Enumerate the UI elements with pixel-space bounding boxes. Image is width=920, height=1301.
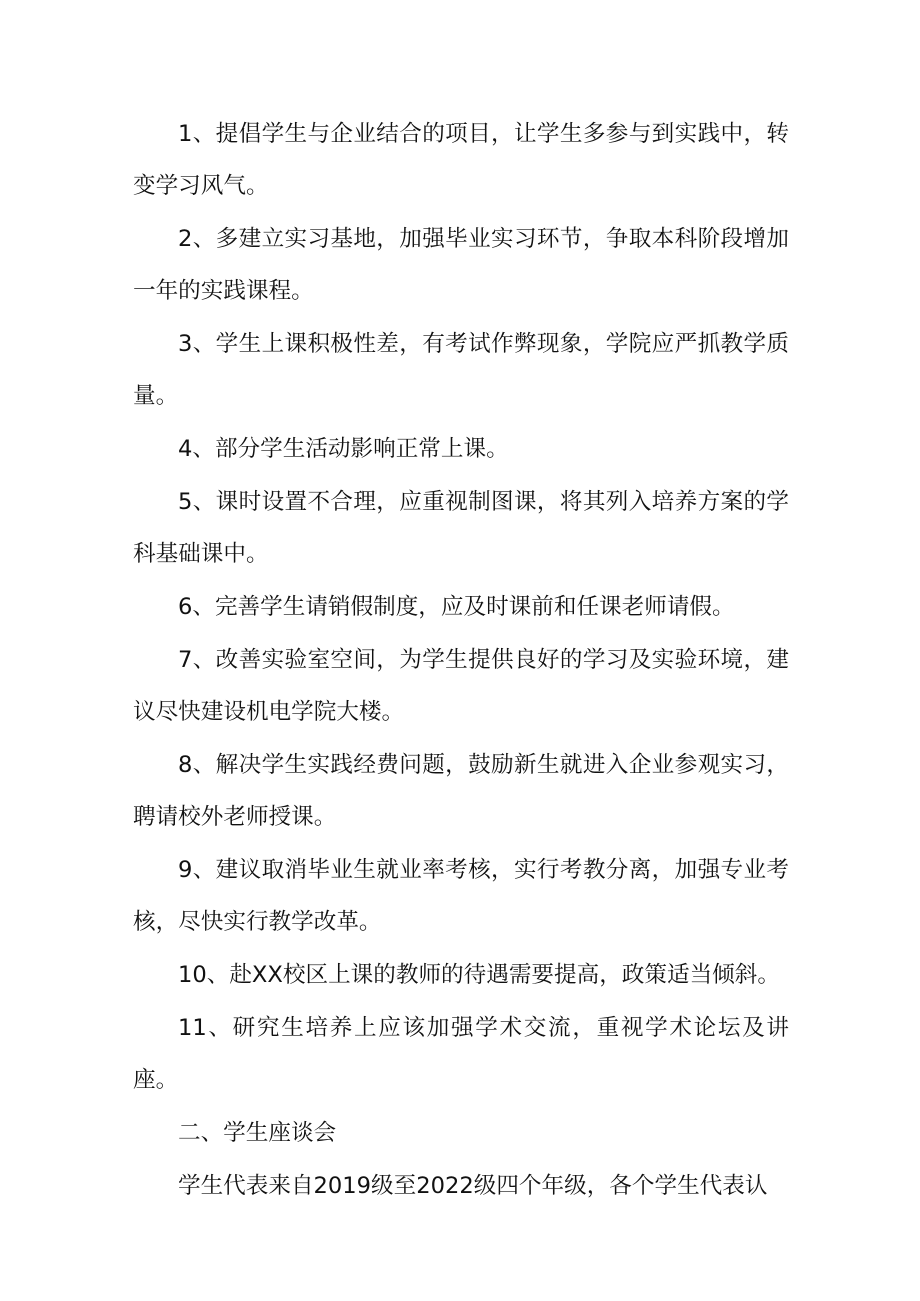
paragraph-item-9: 9、建议取消毕业生就业率考核，实行考教分离，加强专业考核，尽快实行教学改革。 [133, 857, 789, 935]
paragraph-item-6: 6、完善学生请销假制度，应及时课前和任课老师请假。 [178, 594, 735, 620]
paragraph-item-2: 2、多建立实习基地，加强毕业实习环节，争取本科阶段增加一年的实践课程。 [133, 226, 789, 304]
section-heading: 二、学生座谈会 [178, 1120, 337, 1146]
paragraph-item-8: 8、解决学生实践经费问题，鼓励新生就进入企业参观实习，聘请校外老师授课。 [133, 752, 789, 830]
paragraph-item-1: 1、提倡学生与企业结合的项目，让学生多参与到实践中，转变学习风气。 [133, 121, 789, 199]
paragraph-item-11: 11、研究生培养上应该加强学术交流，重视学术论坛及讲座。 [133, 1015, 789, 1093]
paragraph-item-3: 3、学生上课积极性差，有考试作弊现象，学院应严抓教学质量。 [133, 331, 789, 409]
paragraph-intro: 学生代表来自2019级至2022级四个年级，各个学生代表认 [178, 1173, 768, 1199]
paragraph-item-10: 10、赴XX校区上课的教师的待遇需要提高，政策适当倾斜。 [178, 962, 780, 988]
paragraph-item-7: 7、改善实验室空间，为学生提供良好的学习及实验环境，建议尽快建设机电学院大楼。 [133, 647, 789, 725]
paragraph-item-5: 5、课时设置不合理，应重视制图课，将其列入培养方案的学科基础课中。 [133, 489, 789, 567]
document-body [133, 108, 789, 1213]
paragraph-item-4: 4、部分学生活动影响正常上课。 [178, 436, 509, 462]
